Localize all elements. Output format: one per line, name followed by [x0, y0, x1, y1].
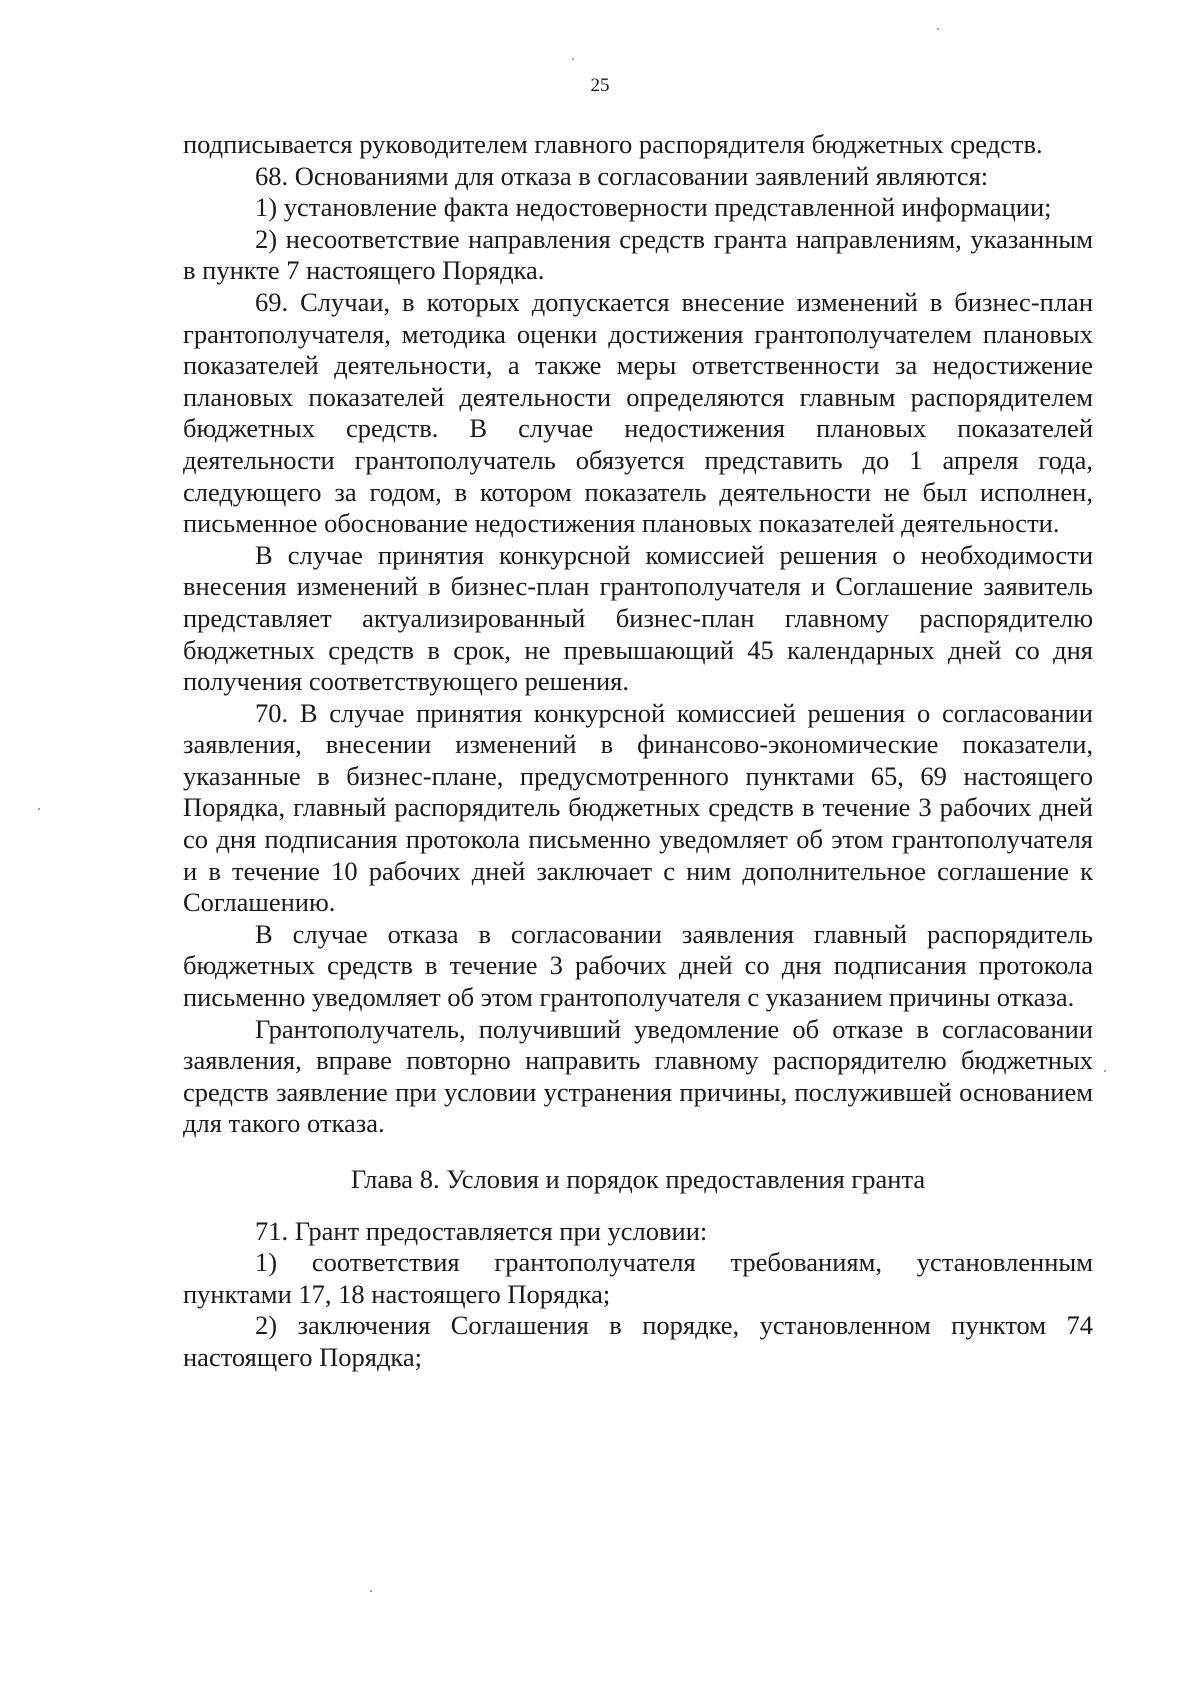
paragraph: 1) установление факта недостоверности представленной информации;: [255, 192, 1052, 223]
paragraph: 1) соответствия грантополучателя требованиям, установленным пунктами 17, 18 настоящего Порядка;: [183, 1247, 1093, 1309]
chapter-heading: Глава 8. Условия и порядок предоставления гранта: [350, 1164, 926, 1194]
paragraph: 68. Основаниями для отказа в согласовании заявлений являются:: [255, 160, 989, 191]
scan-speck: [370, 1590, 372, 1592]
paragraph: 70. В случае принятия конкурсной комиссией решения о согласовании заявления, внесении изменений в финансово-экономические показатели, указанные в бизнес-плане, предусмотренного пунктами 65, 69 настоящего Порядка, главный распорядитель бюджетных средств в течение 3 рабочих дней со дня подписания протокола письменно уведомляет об этом грантополучателя и в течение 10 рабочих дней заключает с ним дополнительное соглашение к Соглашению.: [183, 697, 1093, 918]
scan-speck: [1104, 1070, 1106, 1072]
scan-speck: [937, 28, 939, 30]
document-body: [183, 129, 1093, 1374]
paragraph: 71. Грант предоставляется при условии:: [255, 1215, 708, 1246]
scan-speck: [38, 808, 40, 810]
paragraph: 2) несоответствие направления средств гранта направлениям, указанным в пункте 7 настоящего Порядка.: [183, 223, 1093, 286]
paragraph: 2) заключения Соглашения в порядке, установленном пунктом 74 настоящего Порядка;: [183, 1310, 1093, 1372]
paragraph: В случае отказа в согласовании заявления главный распорядитель бюджетных средств в течение 3 рабочих дней со дня подписания протокола письменно уведомляет об этом грантополучателя с указанием причины отказа.: [183, 918, 1093, 1013]
paragraph: 69. Случаи, в которых допускается внесение изменений в бизнес-план грантополучателя, методика оценки достижения грантополучателем плановых показателей деятельности, а также меры ответственности за недостижение плановых показателей деятельности определяются главным распорядителем бюджетных средств. В случае недостижения плановых показателей деятельности грантополучатель обязуется представить до 1 апреля года, следующего за годом, в котором показатель деятельности не был исполнен, письменное обоснование недостижения плановых показателей деятельности.: [183, 286, 1093, 539]
paragraph: Грантополучатель, получивший уведомление об отказе в согласовании заявления, вправе повторно направить главному распорядителю бюджетных средств заявление при условии устранения причины, послужившей основанием для такого отказа.: [183, 1013, 1093, 1139]
paragraph: В случае принятия конкурсной комиссией решения о необходимости внесения изменений в бизнес-план грантополучателя и Соглашение заявитель представляет актуализированный бизнес-план главному распорядителю бюджетных средств в срок, не превышающий 45 календарных дней со дня получения соответствующего решения.: [183, 539, 1093, 697]
scan-speck: [572, 58, 574, 60]
page-number: 25: [590, 75, 610, 96]
paragraph: подписывается руководителем главного распорядителя бюджетных средств.: [183, 129, 1043, 159]
